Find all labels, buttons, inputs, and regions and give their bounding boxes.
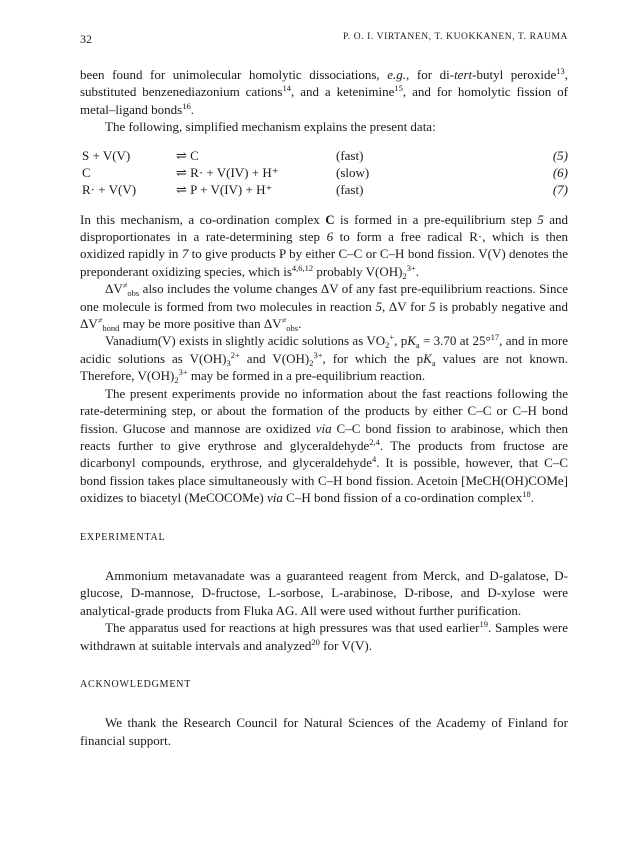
paragraph: $\Delta V^\ne_{obs}$ also includes the volume changes ΔV of any fast pre-equilibrium reactions. Since one molecule is formed from two molecules in reaction 5, ΔV for 5 is probably negative and $\Delta V^\ne_{bond}$ may be more positive than $\Delta V^\ne_{obs}$. xyxy=(80,280,569,334)
equation-block xyxy=(80,147,568,200)
page-header xyxy=(80,32,568,48)
paragraph: The apparatus used for reactions at high pressures was that used earlier$^{19}$. Samples were withdrawn at suitable intervals and analyzed$^{20}$ for V(V). xyxy=(80,619,569,653)
running-head: P. O. I. VIRTANEN, T. KUOKKANEN, T. RAUMA xyxy=(342,32,568,42)
paragraph: been found for unimolecular homolytic dissociations, e.g., for di-tert-butyl peroxide$^{13}$, substituted benzenediazonium cations$^{14}$, and a ketenimine$^{15}$, and for homolytic fission of metal–ligand bonds$^{16}$. xyxy=(80,66,568,117)
paragraph: Ammonium metavanadate was a guaranteed reagent from Merck, and D-galatose, D-glucose, D-mannose, D-fructose, L-sorbose, L-arabinose, D-ribose, and D-xylose were analytical-grade products from Fluka AG. All were used without further purification. xyxy=(80,567,568,618)
paragraph: The present experiments provide no information about the fast reactions following the rate-determining step, or about the formation of the products by either C–C or C–H bond fission. Glucose and mannose are oxidized via C–C bond fission to arabinose, which then reacts further to give erythrose and glyceraldehyde$^{2,4}$. The products from fructose are dicarbonyl compounds, erythrose, and glyceraldehyde$^4$. It is possible, however, that C–C bond fission takes place simultaneously with C–H bond fission. Acetoin [MeCH(OH)COMe] oxidizes to biacetyl (MeCOCOMe) via C–H bond fission of a co-ordination complex$^{18}$. xyxy=(80,385,569,506)
paragraph: We thank the Research Council for Natural Sciences of the Academy of Finland for financial support. xyxy=(80,715,568,748)
section-heading-experimental: EXPERIMENTAL xyxy=(80,531,166,543)
equation-row: C ⇌ R· + V(IV) + H⁺ (slow) (6) xyxy=(82,165,568,181)
paragraph: In this mechanism, a co-ordination complex C is formed in a pre-equilibrium step 5 and disproportionates in a rate-determining step 6 to form a free radical R·, which is then oxidized rapidly in 7 to give products P by either C–C or C–H bond fission. V(V) denotes the preponderant oxidizing species, which is$^{4,6,12}$ probably $V(OH)_2^{3+}$. xyxy=(80,211,568,281)
page-number: 32 xyxy=(80,32,92,46)
equation-row: R· + V(V) ⇌ P + V(IV) + H⁺ (fast) (7) xyxy=(82,182,568,198)
section-heading-acknowledgment: ACKNOWLEDGMENT xyxy=(80,678,192,690)
paragraph: Vanadium(V) exists in slightly acidic solutions as $VO_2^+$, $pK_a = 3.70$ at 25°$^{17}$, and in more acidic solutions as $V(OH)_3^{2+}$ and $V(OH)_2^{3+}$, for which the $pK_a$ values are not known. Therefore, $V(OH)_2^{3+}$ may be formed in a pre-equilibrium reaction. xyxy=(80,332,569,386)
paragraph: The following, simplified mechanism explains the present data: xyxy=(105,119,436,135)
body-text xyxy=(80,66,568,749)
equation-row: S + V(V) ⇌ C (fast) (5) xyxy=(82,147,568,163)
